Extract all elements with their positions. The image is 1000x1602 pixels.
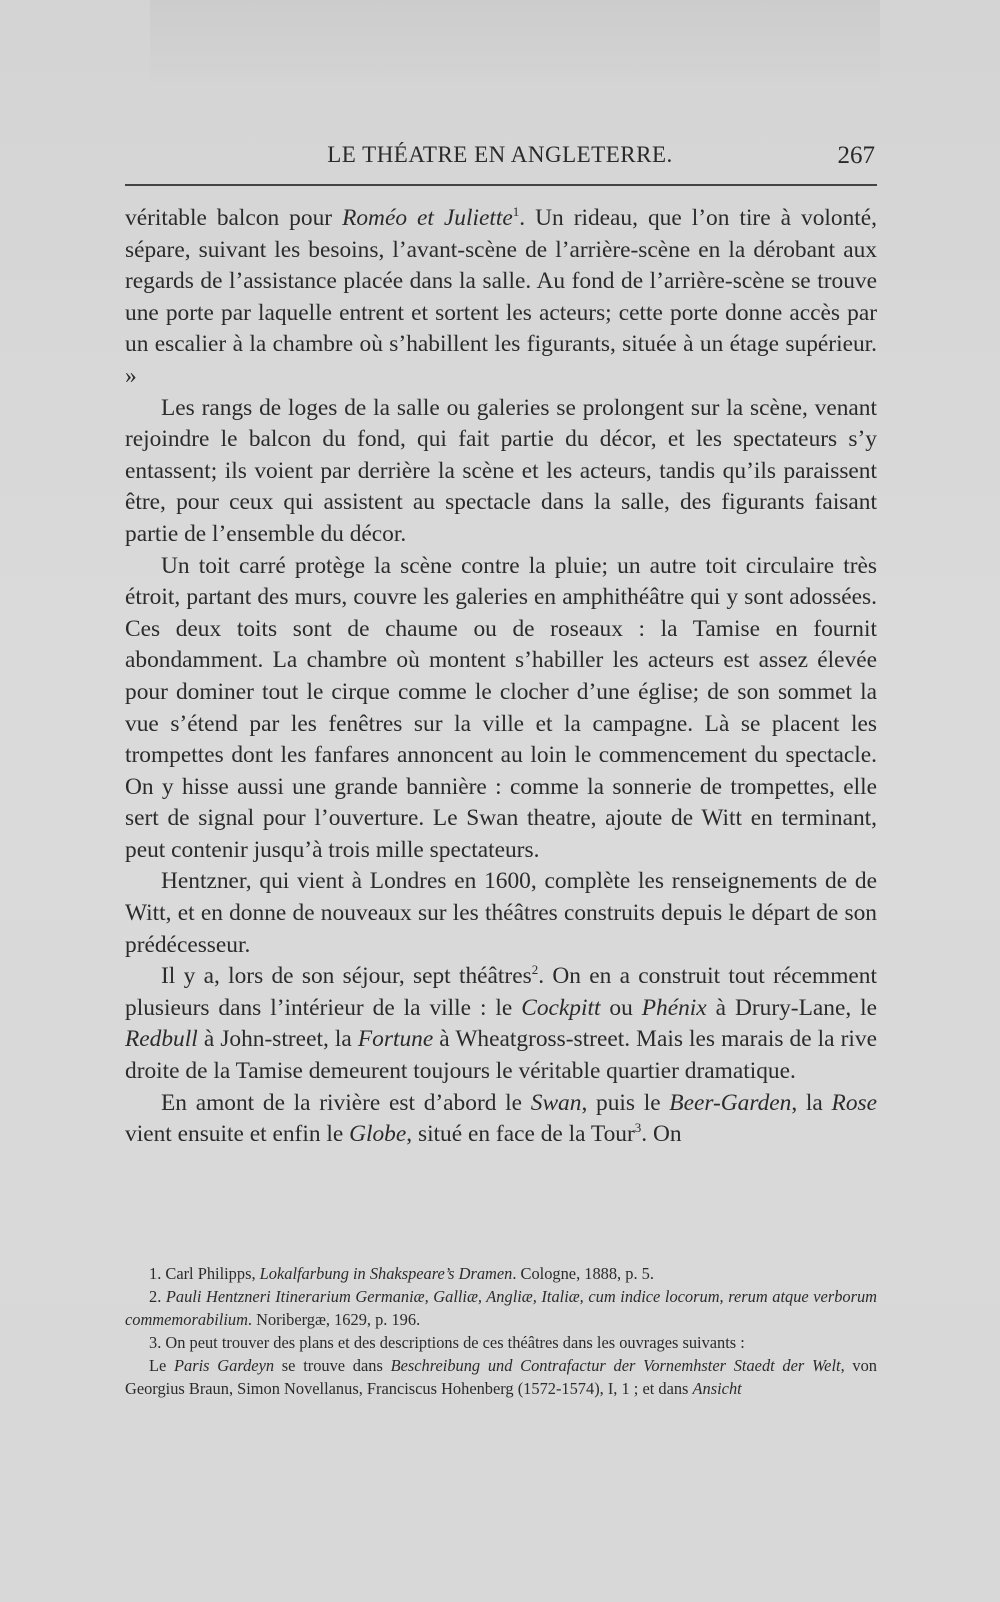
text-run: ou — [600, 994, 642, 1021]
text-run: 1. Carl Philipps, — [149, 1264, 260, 1283]
italic-title: Beschreibung und Contrafactur der Vornemhster Staedt der Welt — [390, 1356, 841, 1375]
text-run: à Wheatgross-street. Mais les marais de la rive droite de la Tamise demeurent toujours le véritable quartier dramatique. — [125, 1026, 878, 1085]
text-run: , la — [791, 1089, 832, 1116]
italic-name: Fortune — [357, 1026, 434, 1053]
paragraph-2: Les rangs de loges de la salle ou galeries se prolongent sur la scène, venant rejoindre le balcon du fond, qui fait partie du décor, et les spectateurs s’y entassent; ils voient par derrière la scène et les acteurs, tandis qu’ils paraissent être, pour ceux qui assistent au spectacle dans la salle, des figurants faisant partie de l’ensemble du décor. — [125, 394, 877, 547]
footnote-4 — [125, 1354, 877, 1400]
footnote-ref: 2 — [531, 962, 539, 978]
text-run: , puis le — [581, 1089, 670, 1116]
footnote-ref: 3 — [634, 1120, 642, 1136]
text-run: à John-street, la — [197, 1026, 358, 1053]
paragraph-1 — [125, 203, 877, 393]
paragraph-4: Hentzner, qui vient à Londres en 1600, complète les renseignements de de Witt, et en donne de nouveaux sur les théâtres construits depuis le départ de son prédécesseur. — [125, 868, 877, 958]
running-head — [125, 142, 875, 182]
scan-shadow — [150, 0, 880, 82]
italic-title: Roméo et Juliette — [342, 205, 513, 231]
text-run: vient ensuite et enfin le — [125, 1121, 350, 1148]
text-run: Il y a, lors de son séjour, sept théâtres — [161, 963, 532, 990]
page-number: 267 — [837, 142, 875, 169]
italic-name: Globe — [349, 1121, 407, 1148]
italic-title: Paris Gardeyn — [174, 1356, 275, 1375]
body-text — [125, 203, 877, 1151]
italic-name: Redbull — [125, 1026, 198, 1053]
italic-title: Lokalfarbung in Shakspeare’s Dramen — [259, 1264, 513, 1283]
text-run: à Drury-Lane, le — [706, 994, 878, 1021]
footnote-3: 3. On peut trouver des plans et des descriptions de ces théâtres dans les ouvrages suivants : — [149, 1333, 745, 1352]
italic-name: Phénix — [641, 994, 707, 1021]
text-run: . On en a construit tout récemment plusieurs dans l’intérieur de la ville : le — [125, 963, 877, 1021]
paragraph-6 — [125, 1088, 877, 1151]
italic-name: Cockpitt — [521, 994, 601, 1021]
text-run: , von Georgius Braun, Simon Novellanus, Franciscus Hohenberg (1572-1574), I, 1 ; et dans — [125, 1356, 877, 1398]
text-run: véritable balcon pour — [125, 205, 343, 231]
text-run: 2. — [149, 1287, 166, 1306]
italic-title: Ansicht — [692, 1379, 742, 1398]
text-run: Le — [149, 1356, 175, 1375]
paragraph-3: Un toit carré protège la scène contre la pluie; un autre toit circulaire très étroit, partant des murs, couvre les galeries en amphithéâtre qui y sont adossées. Ces deux toits sont de chaume ou de roseaux : la Tamise en fournit abondamment. La chambre où montent s’habiller les acteurs est assez élevée pour dominer tout le cirque comme le clocher d’une église; de son sommet la vue s’étend par les fenêtres sur la ville et la campagne. Là se placent les trompettes dont les fanfares annoncent au loin le commencement du spectacle. On y hisse aussi une grande bannière : comme la sonnerie de trompettes, elle sert de signal pour l’ouverture. Le Swan theatre, ajoute de Witt en terminant, peut contenir jusqu’à trois mille spectateurs. — [125, 552, 877, 863]
paragraph-5 — [125, 961, 877, 1087]
text-run: En amont de la rivière est d’abord le — [161, 1089, 531, 1116]
footnote-1 — [125, 1262, 877, 1285]
text-run: . Noribergæ, 1629, p. 196. — [247, 1310, 421, 1329]
text-run: . Cologne, 1888, p. 5. — [512, 1264, 654, 1283]
italic-name: Swan — [530, 1089, 582, 1116]
text-run: . On — [641, 1121, 682, 1148]
header-rule — [125, 184, 877, 186]
italic-name: Rose — [831, 1089, 877, 1116]
text-run: . Un rideau, que l’on tire à volonté, sépare, suivant les besoins, l’avant-scène de l’arrière-scène en la dérobant aux regards de l’assistance placée dans la salle. Au fond de l’arrière-scène se trouve une porte par laquelle entrent et sortent les acteurs; cette porte donne accès par un escalier à la chambre où s’habillent les figurants, située à un étage supérieur. » — [125, 205, 878, 389]
italic-name: Beer-Garden — [669, 1089, 792, 1116]
text-run: , situé en face de la Tour — [406, 1121, 635, 1148]
footnotes — [125, 1262, 877, 1400]
italic-title: Pauli Hentzneri Itinerarium Germaniæ, Galliæ, Angliæ, Italiæ, cum indice locorum, rerum atque verborum commemorabilium — [125, 1287, 878, 1329]
footnote-ref: 1 — [512, 204, 520, 220]
footnote-2 — [125, 1285, 877, 1331]
running-title: LE THÉATRE EN ANGLETERRE. — [327, 142, 673, 167]
text-run: se trouve dans — [274, 1356, 391, 1375]
